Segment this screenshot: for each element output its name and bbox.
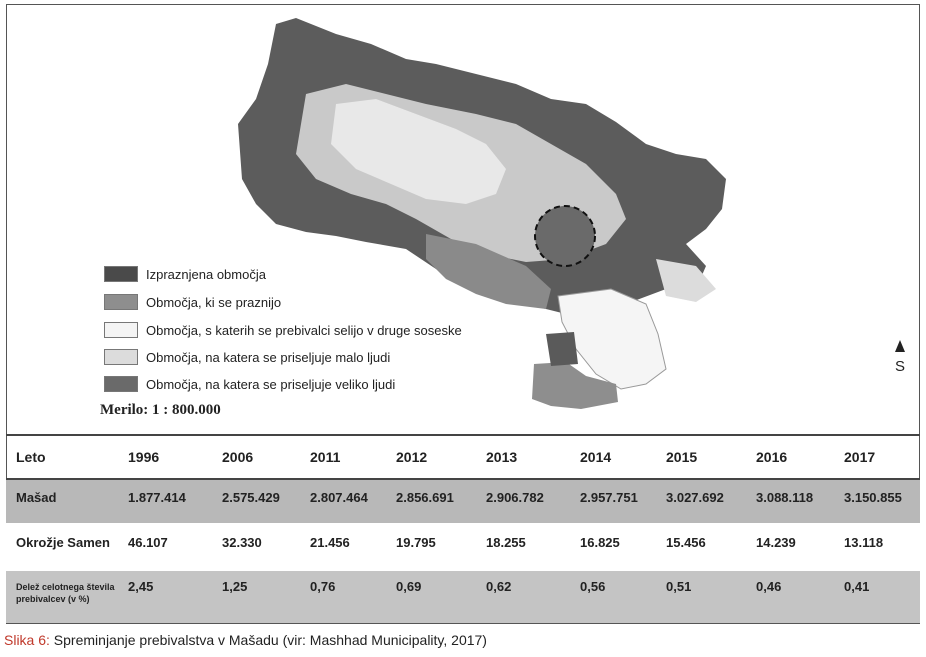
table-cell: 0,76 (310, 579, 336, 594)
caption-lead: Slika 6: (4, 632, 50, 648)
table-cell: 2.856.691 (396, 490, 454, 505)
table-header-cell: 2011 (310, 449, 341, 465)
table-cell: 1,25 (222, 579, 248, 594)
table-cell: 2.807.464 (310, 490, 368, 505)
table-header-cell: 2012 (396, 449, 428, 465)
legend-label: Območja, na katera se priseljuje veliko ljudi (146, 376, 396, 392)
table-cell: 2.575.429 (222, 490, 280, 505)
row-label: Mašad (16, 490, 57, 505)
legend-label: Izpraznjena območja (146, 266, 266, 282)
table-header-cell: 2017 (844, 449, 876, 465)
table-cell: 0,46 (756, 579, 782, 594)
row-label-text: Delež celotnega števila prebivalcev (v %) (16, 582, 115, 604)
samen-district-marker (535, 206, 595, 266)
figure-caption (4, 632, 487, 648)
row-label (6, 571, 118, 623)
table-cell: 19.795 (396, 535, 436, 550)
table-row (6, 523, 920, 571)
population-table (6, 434, 920, 623)
table-header-row (6, 435, 920, 479)
legend-label: Območja, na katera se priseljuje malo ljudi (146, 349, 391, 365)
table-row (6, 479, 920, 523)
table-cell: 46.107 (128, 535, 168, 550)
table-cell: 0,56 (580, 579, 606, 594)
table-cell: 3.088.118 (756, 490, 814, 505)
table-header-cell: 2014 (580, 449, 612, 465)
legend-swatch (104, 294, 138, 310)
table-cell: 2.957.751 (580, 490, 638, 505)
north-indicator (892, 340, 908, 375)
north-arrow-icon (895, 340, 905, 352)
table-cell: 0,51 (666, 579, 692, 594)
table-cell: 14.239 (756, 535, 796, 550)
table-cell: 15.456 (666, 535, 706, 550)
table-header-cell: Leto (16, 449, 46, 465)
map-scale: Merilo: 1 : 800.000 (100, 402, 221, 418)
legend-swatch (104, 266, 138, 282)
table-header-cell: 2015 (666, 449, 698, 465)
table-header-cell: 1996 (128, 449, 160, 465)
caption-text: Spreminjanje prebivalstva v Mašadu (vir: Mashhad Municipality, 2017) (49, 632, 487, 648)
map-region-east (656, 259, 716, 302)
legend-item (104, 322, 462, 338)
table-cell: 3.027.692 (666, 490, 724, 505)
legend-label: Območja, ki se praznijo (146, 294, 282, 310)
city-map (6, 4, 920, 434)
table-cell: 21.456 (310, 535, 350, 550)
table-cell: 32.330 (222, 535, 262, 550)
table-cell: 0,62 (486, 579, 512, 594)
table-row (6, 571, 920, 623)
table-cell: 16.825 (580, 535, 620, 550)
table-cell: 2,45 (128, 579, 154, 594)
table-cell: 1.877.414 (128, 490, 186, 505)
legend-item (104, 266, 266, 282)
map-region-south-dark (546, 332, 578, 366)
legend-swatch (104, 349, 138, 365)
north-label: S (894, 358, 905, 375)
table-header-cell: 2016 (756, 449, 788, 465)
legend-item (104, 294, 281, 310)
row-label: Okrožje Samen (16, 535, 110, 550)
legend-swatch (104, 322, 138, 338)
table-cell: 13.118 (844, 535, 884, 550)
legend-item (104, 376, 395, 392)
table-cell: 3.150.855 (844, 490, 902, 505)
table-cell: 0,69 (396, 579, 422, 594)
legend-item (104, 349, 390, 365)
table-cell: 18.255 (486, 535, 526, 550)
table-cell: 0,41 (844, 579, 870, 594)
legend-label: Območja, s katerih se prebivalci selijo v druge soseske (146, 322, 462, 338)
table-header-cell: 2006 (222, 449, 254, 465)
table-header-cell: 2013 (486, 449, 518, 465)
legend-swatch (104, 376, 138, 392)
table-cell: 2.906.782 (486, 490, 544, 505)
